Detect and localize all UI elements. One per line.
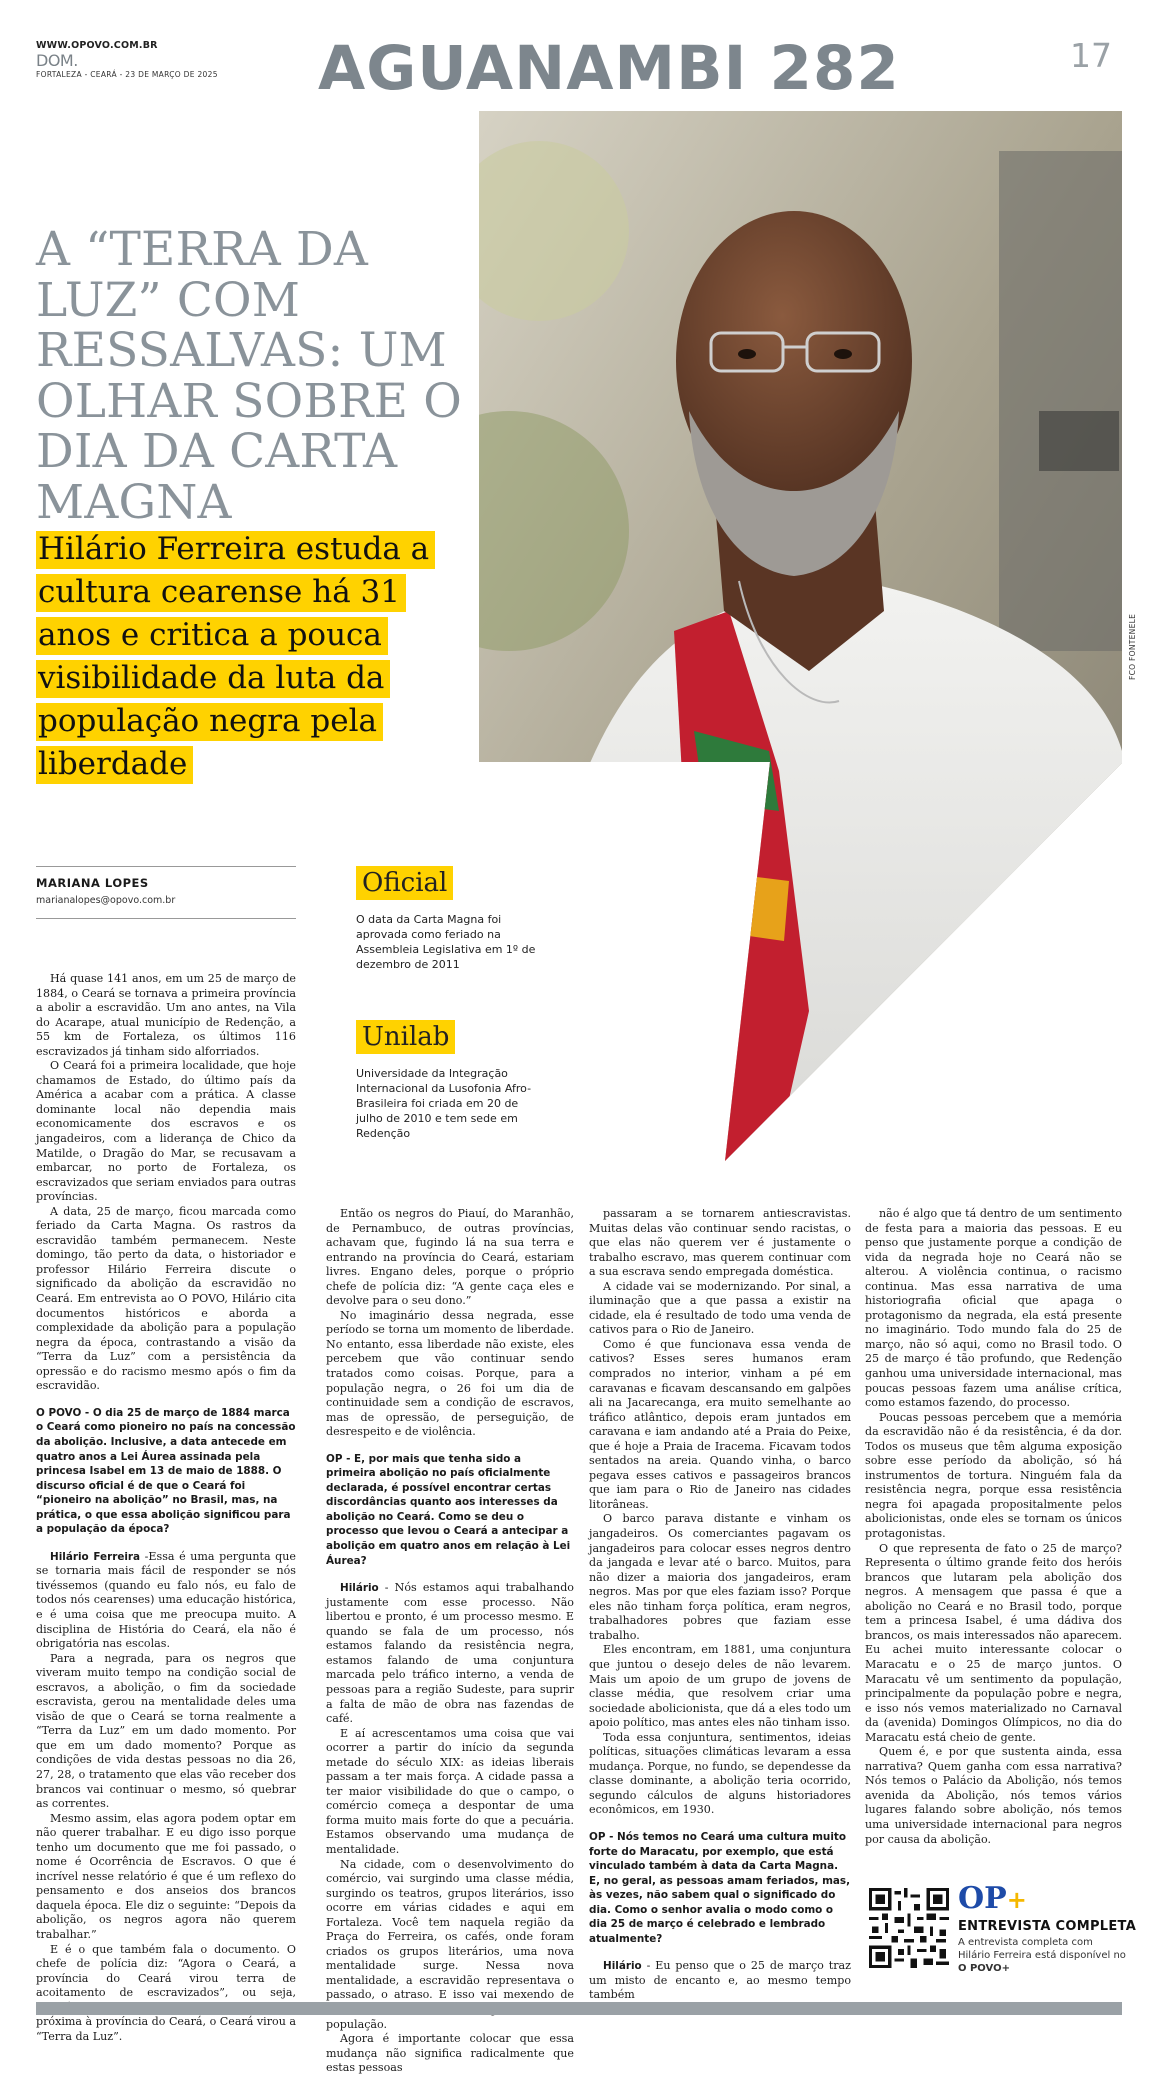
dateline: FORTALEZA - CEARÁ - 23 DE MARÇO DE 2025 (36, 70, 218, 79)
paragraph: A data, 25 de março, ficou marcada como feriado da Carta Magna. Os rastros da escravidão também permanecem. Neste domingo, tão perto da data, o historiador e professor Hilário Ferreira discute o significado da abolição da escravidão no Ceará. Em entrevista ao O POVO, Hilário cita documentos históricos e aborda a complexidade da abolição para a população negra da época, contrastando a visão da “Terra da Luz” com a persistência da opressão e do racismo mesmo após o fim da escravidão. (36, 1204, 296, 1393)
byline-name: MARIANA LOPES (36, 876, 149, 890)
portrait-photo (479, 111, 1122, 1161)
headline: A “TERRA DA LUZ” COM RESSALVAS: UM OLHAR SOBRE O DIA DA CARTA MAGNA (36, 222, 463, 530)
fact-box-title: Oficial (356, 866, 453, 900)
op-logo-text: OP (958, 1881, 1007, 1916)
paragraph: E aí acrescentamos uma coisa que vai ocorrer a partir do início da segunda metade do século XIX: as ideias liberais passam a ter mais força. A cidade passa a ter maior visibilidade do que o campo, o comércio começa a despontar de uma forma muito mais forte do que a pecuária. Estamos observando uma mudança de mentalidade. (326, 1726, 574, 1856)
paragraph: Eles encontram, em 1881, uma conjuntura que juntou o desejo deles de não levarem. Mais um apoio de um grupo de jovens de classe média, que resolvem criar uma sociedade abolicionista, que dá a eles todo um apoio político, mas antes eles não tinham isso. (589, 1643, 851, 1730)
promo-text (958, 1936, 1128, 1975)
article-column-4 (865, 1207, 1122, 1847)
fact-box-oficial (356, 866, 541, 972)
article-column-3 (589, 1207, 851, 2003)
photo-credit: FCO FONTENELE (1128, 613, 1137, 680)
fact-box-unilab (356, 1020, 541, 1141)
paragraph: Agora é importante colocar que essa mudança não significa radicalmente que estas pessoas (326, 2032, 574, 2075)
paragraph: Toda essa conjuntura, sentimentos, ideias políticas, situações climáticas levaram a essa mudança. Porque, no fundo, se dependesse da classe dominante, a abolição teria ocorrido, segundo cálculos de alguns historiadores econômicos, em 1930. (589, 1730, 851, 1817)
fact-box-title: Unilab (356, 1020, 455, 1054)
paragraph: Quem é, e por que sustenta ainda, essa narrativa? Quem ganha com essa narrativa? Nós temos o Palácio da Abolição, nós temos avenida da Abolição, nós temos vários lugares falando sobre abolição, nós temos uma universidade internacional para negros por causa da abolição. (865, 1745, 1122, 1846)
interview-answer (589, 1959, 851, 2003)
paragraph: passaram a se tornarem antiescravistas. Muitas delas vão continuar sendo racistas, o que elas não querem ver é justamente o trabalho escravo, mas querem continuar com a sua escrava sendo empregada doméstica. (589, 1207, 851, 1279)
fact-box-text: Universidade da Integração Internacional da Lusofonia Afro-Brasileira foi criada em 20 de julho de 2010 e tem sede em Redenção (356, 1067, 532, 1140)
interview-question: O POVO - O dia 25 de março de 1884 marca o Ceará como pioneiro no país na concessão da abolição. Inclusive, a data antecede em quatro anos a Lei Áurea assinada pela princesa Isabel em 13 de maio de 1888. O discurso oficial é de que o Ceará foi “pioneiro na abolição” no Brasil, mas, na prática, o que essa abolição significou para a população da época? (36, 1406, 296, 1536)
interview-answer (36, 1550, 296, 1652)
article-column-2 (326, 1207, 574, 2076)
answer-text: - Eu penso que o 25 de março traz um misto de encanto e, ao mesmo tempo também (589, 1959, 851, 2002)
fact-box-text: O data da Carta Magna foi aprovada como feriado na Assembleia Legislativa em 1º de dezembro de 2011 (356, 913, 536, 971)
promo-title: ENTREVISTA COMPLETA (958, 1919, 1137, 1934)
byline-rule-bottom (36, 918, 296, 919)
deck-subheadline (36, 528, 456, 786)
paragraph: O Ceará foi a primeira localidade, que hoje chamamos de Estado, do último país da América a acabar com a prática. A classe dominante local não dependia mais economicamente dos escravos e os jangadeiros, com a liderança de Chico da Matilde, o Dragão do Mar, se recusavam a embarcar, no porto de Fortaleza, os escravizados que seriam enviados para outras províncias. (36, 1059, 296, 1204)
interview-question: OP - E, por mais que tenha sido a primeira abolição no país oficialmente declarada, é possível encontrar certas discordâncias quanto aos interesses da abolição no Ceará. Como se deu o processo que levou o Ceará a antecipar a abolição em quatro anos em relação à Lei Áurea? (326, 1452, 571, 1567)
op-plus-icon: + (1006, 1886, 1027, 1914)
answer-text: -Essa é uma pergunta que se tornaria mais fácil de responder se nós tivéssemos (quando eu falo nós, eu falo de todos nós cearenses) uma educação histórica, e é uma coisa que me preocupa muito. A disciplina de História do Ceará, ela não é obrigatória nas escolas. (36, 1549, 296, 1651)
paragraph: Então os negros do Piauí, do Maranhão, de Pernambuco, de outras províncias, achavam que, fugindo lá na sua terra e entrando na província do Ceará, estariam livres. Engano deles, porque o próprio chefe de polícia diz: “A gente caça eles e devolve para o seu dono.” (326, 1207, 574, 1308)
op-plus-logo (958, 1881, 1027, 1916)
paragraph: Há quase 141 anos, em um 25 de março de 1884, o Ceará se tornava a primeira província a abolir a escravidão. Um ano antes, na Vila do Acarape, atual município de Redenção, a 55 km de Fortaleza, os últimos 116 escravizados já tinham sido alforriados. (36, 972, 296, 1058)
paragraph: Na cidade, com o desenvolvimento do comércio, vai surgindo uma classe média, surgindo os teatros, grupos literários, isso ocorre em várias cidades e aqui em Fortaleza. Você tem naquela região da Praça do Ferreira, os cafés, onde foram criados os grupos literários, uma nova mentalidade surge. Nessa nova mentalidade, a escravidão representava o passado, o atraso. E isso vai mexendo de população. (326, 1857, 574, 2031)
paragraph: Poucas pessoas percebem que a memória da escravidão não é da resistência, é da dor. Todos os museus que têm alguma exposição sobre esse período da abolição, só há instrumentos de tortura. Ninguém fala da resistência negra, porque essa resistência negra foi apagada propositalmente pelos abolicionistas, onde eles se tornam os únicos protagonistas. (865, 1410, 1122, 1541)
paragraph: não é algo que tá dentro de um sentimento de festa para a maioria das pessoas. E eu penso que justamente porque a condição de vida da negrada hoje no Ceará não se alterou. A violência continua, o racismo continua. Mas essa narrativa de uma historiografia oficial que apaga o protagonismo da negrada, ela está presente no imaginário. Todo mundo fala do 25 de março, não só aqui, como no Brasil todo. O 25 de março é tão profundo, que Redenção ganhou uma universidade internacional, mas poucas pessoas fazem uma análise crítica, como estamos fazendo, do processo. (865, 1207, 1122, 1410)
paragraph: O que representa de fato o 25 de março? Representa o último grande feito dos heróis brancos que lutaram pela abolição dos negros. A mensagem que passa é que a abolição no Ceará e no Brasil todo, porque tem a princesa Isabel, é uma dádiva dos brancos, os mais interessados não aparecem. Eu achei muito interessante colocar o Maracatu e o 25 de março juntos. O Maracatu vê um sentimento da população, principalmente da população pobre e negra, e isso nós vemos materializado no Carnaval da (avenida) Domingos Olímpicos, no dia do Maracatu está cheio de gente. (865, 1541, 1122, 1744)
paragraph: A cidade vai se modernizando. Por sinal, a iluminação que a que passa a existir na cidade, ela é resultado de todo uma venda de cativos para o Rio de Janeiro. (589, 1279, 851, 1337)
section-title: AGUANAMBI 282 (318, 33, 900, 104)
promo-brand: O POVO+ (958, 1963, 1010, 1974)
answer-text: - Nós estamos aqui trabalhando justamente com esse processo. Não libertou e pronto, é um processo mesmo. E quando se fala de um processo, nós estamos falando da resistência negra, estamos falando de uma conjuntura marcada pelo tráfico interno, a venda de pessoas para a região Sudeste, para suprir a falta de mão de obra nas fazendas de café. (326, 1581, 574, 1726)
speaker-name: Hilário (603, 1960, 642, 1973)
byline-email: marianalopes@opovo.com.br (36, 895, 176, 906)
qr-code-icon[interactable] (869, 1888, 949, 1968)
interview-question: OP - Nós temos no Ceará uma cultura muito forte do Maracatu, por exemplo, que está vinculado também à data da Carta Magna. E, no geral, as pessoas amam feriados, mas, às vezes, não sabem qual o significado do dia. Como o senhor avalia o modo como o dia 25 de março é celebrado e lembrado atualmente? (589, 1830, 851, 1945)
promo-text-body: A entrevista completa com Hilário Ferreira está disponível no (958, 1937, 1126, 1961)
paragraph: No imaginário dessa negrada, esse período se torna um momento de liberdade. No entanto, essa liberdade não existe, eles percebem que vão continuar sendo tratados como coisas. Porque, para a população negra, o 26 foi um dia de continuidade sem a condição de escravos, mas de opressão, de perseguição, de desrespeito e de violência. (326, 1308, 574, 1439)
paragraph: Como é que funcionava essa venda de cativos? Esses seres humanos eram comprados no interior, vinham a pé em caravanas e ficavam descansando em galpões ali na Jacarecanga, era muito semelhante ao tráfico atlântico, depois eram juntados em caravana e iam andando até a Praia do Peixe, que é hoje a Praia de Iracema. Ficavam todos sentados na areia. Quando vinha, o barco pegava esses cativos e passageiros brancos que iam para o Rio de Janeiro nas cidades litorâneas. (589, 1337, 851, 1511)
edition-label: DOM. (36, 51, 78, 70)
paragraph: Mesmo assim, elas agora podem optar em não querer trabalhar. E eu digo isso porque tenho um documento que me foi passado, o nome é Ocorrência de Escravos. O que é incrível nesse relatório é que é um reflexo do pensamento e dos anseios dos brancos daquela época. Ele diz o seguinte: “Depois da abolição, os negros agora não querem trabalhar.” (36, 1811, 296, 1941)
paragraph: E é o que também fala o documento. O chefe de polícia diz: “Agora o Ceará, a província do Ceará virou terra de acoitamento de escravizados”, ou seja, próxima à província do Ceará, o Ceará virou a “Terra da Luz”. (36, 1942, 296, 2043)
interview-answer (326, 1581, 574, 1726)
speaker-name: Hilário (340, 1582, 379, 1595)
paragraph: O barco parava distante e vinham os jangadeiros. Os comerciantes pagavam os jangadeiros para colocar esses negros dentro da jangada e levar até o barco. Muitos, para não dizer a maioria dos jangadeiros, eram negros. Mas por que eles faziam isso? Porque eles não tinham força política, eram negros, trabalhadores pobres que faziam esse trabalho. (589, 1512, 851, 1642)
deck-text: Hilário Ferreira estuda a cultura cearense há 31 anos e critica a pouca visibilidade da luta da população negra pela liberdade (36, 531, 435, 784)
page-number: 17 (1070, 36, 1112, 75)
byline-rule (36, 866, 296, 867)
speaker-name: Hilário Ferreira (50, 1550, 141, 1563)
footer-bar (36, 2002, 1122, 2015)
paragraph: Para a negrada, para os negros que viveram muito tempo na condição social de escravos, a abolição, o fim da sociedade escravista, gerou na mentalidade deles uma visão de que o Ceará se torna realmente a “Terra da Luz” em um dado momento. Por que em um dado momento? Porque as condições de vida destas pessoas no dia 26, 27, 28, o tratamento que elas vão receber dos brancos vai continuar o mesmo, só quebrar as correntes. (36, 1651, 296, 1811)
article-column-1 (36, 972, 296, 2044)
site-url: WWW.OPOVO.COM.BR (36, 40, 158, 51)
